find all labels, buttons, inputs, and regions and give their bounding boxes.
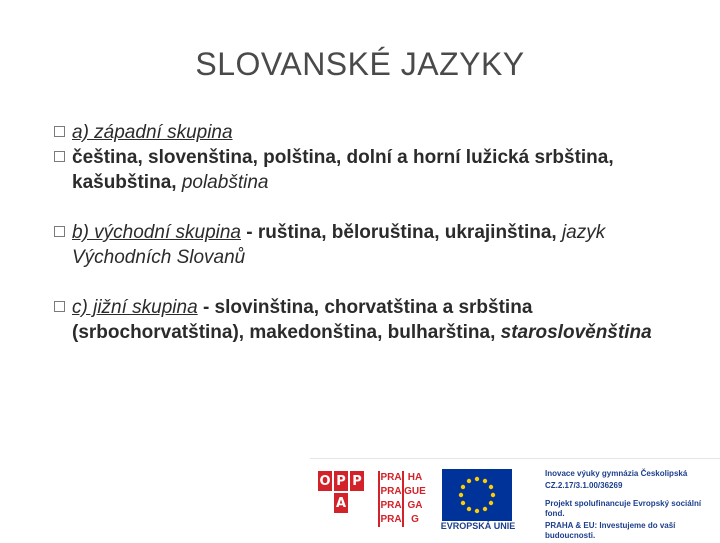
item-label: b) východní skupina (72, 222, 241, 243)
item-text: - ruština, běloruština, ukrajinština, (241, 222, 562, 243)
eu-flag-icon (442, 469, 512, 521)
opp-logo: O P P A (318, 471, 366, 535)
checkbox-bullet-icon (54, 151, 65, 162)
checkbox-bullet-icon (54, 226, 65, 237)
list-item (54, 295, 704, 345)
item-text: - slovinština, chorvatština a srbština (srbochorvatština), makedonština, bulharština, (72, 297, 533, 343)
item-text: kašubština, (72, 172, 182, 193)
praha-logo: PRA HA PRA GUE PRA GA PRA G (378, 471, 428, 527)
checkbox-bullet-icon (54, 126, 65, 137)
item-label: c) jižní skupina (72, 297, 198, 318)
item-text: čeština, slovenština, polština, dolní a horní lužická srbština, (72, 147, 614, 168)
item-text: staroslověnština (500, 322, 652, 343)
checkbox-bullet-icon (54, 301, 65, 312)
item-text: jazyk Východních Slovanů (72, 222, 606, 268)
eu-label: EVROPSKÁ UNIE (440, 521, 516, 531)
list-item (54, 220, 704, 270)
item-text: polabština (181, 172, 269, 193)
logo-footer (310, 458, 720, 541)
item-label: a) západní skupina (72, 122, 233, 143)
list-item (54, 120, 704, 145)
slide-title: SLOVANSKÉ JAZYKY (195, 46, 525, 82)
list-item (54, 145, 704, 195)
bullet-list (54, 120, 704, 345)
project-info: Inovace výuky gymnázia Českolipská CZ.2.17/3.1.00/36269 Projekt spolufinancuje Evropský sociální fond. PRAHA & EU: Investujeme do vaší budoucnosti. (545, 469, 702, 540)
